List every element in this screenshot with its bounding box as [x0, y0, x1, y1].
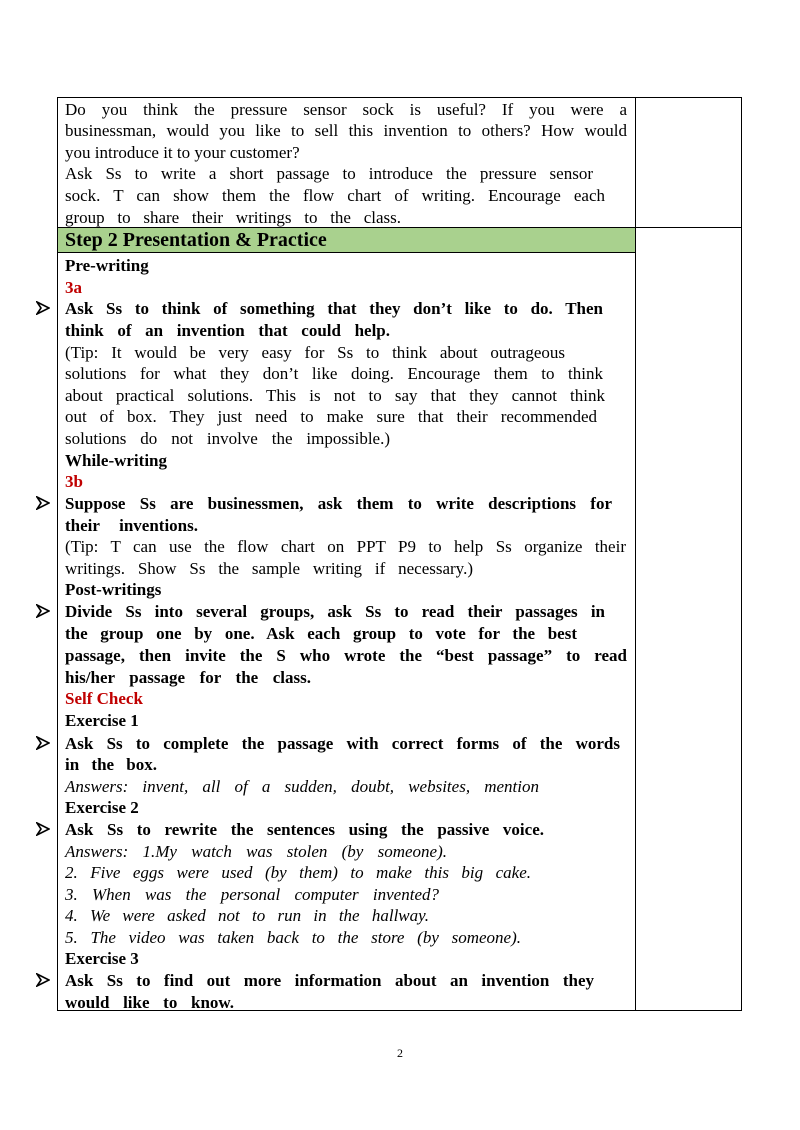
exercise-label: Exercise 3: [65, 949, 139, 968]
answer-line: Answers: 1.My watch was stolen (by someone).: [65, 842, 447, 861]
task-line: in the box.: [65, 755, 157, 774]
arrow-bullet-icon: [36, 301, 50, 315]
tip-line: writings. Show Ss the sample writing if necessary.): [65, 559, 473, 578]
top-cell-line: you introduce it to your customer?: [65, 143, 300, 162]
arrow-bullet-icon: [36, 973, 50, 987]
section-heading: Post-writings: [65, 580, 162, 599]
answer-line: 5. The video was taken back to the store (by someone).: [65, 928, 521, 947]
exercise-label: Exercise 1: [65, 711, 139, 730]
step-header-row: [58, 228, 635, 253]
tip-line: about practical solutions. This is not to say that they cannot think: [65, 386, 605, 405]
tip-line: out of box. They just need to make sure that their recommended: [65, 407, 597, 426]
tip-line: solutions for what they don’t like doing. Encourage them to think: [65, 364, 603, 383]
task-line: Ask Ss to think of something that they don’t like to do. Then: [65, 299, 603, 318]
answer-line: Answers: invent, all of a sudden, doubt, websites, mention: [65, 777, 539, 796]
page-number: 2: [397, 1046, 403, 1060]
section-heading: While-writing: [65, 451, 167, 470]
tip-line: solutions do not involve the impossible.): [65, 429, 390, 448]
task-line: passage, then invite the S who wrote the “best passage” to read: [65, 646, 627, 665]
task-line: the group one by one. Ask each group to vote for the best: [65, 624, 577, 643]
arrow-bullet-icon: [36, 822, 50, 836]
task-line: Divide Ss into several groups, ask Ss to read their passages in: [65, 602, 605, 621]
answer-line: 2. Five eggs were used (by them) to make this big cake.: [65, 863, 531, 882]
task-line: would like to know.: [65, 993, 234, 1012]
top-cell-line: sock. T can show them the flow chart of writing. Encourage each: [65, 186, 605, 205]
exercise-label: Exercise 2: [65, 798, 139, 817]
activity-label: 3a: [65, 278, 82, 297]
top-cell-line: group to share their writings to the class.: [65, 208, 401, 227]
section-heading: Pre-writing: [65, 256, 149, 275]
task-line: Ask Ss to find out more information about an invention they: [65, 971, 594, 990]
task-line: his/her passage for the class.: [65, 668, 311, 687]
task-line: think of an invention that could help.: [65, 321, 390, 340]
tip-line: (Tip: It would be very easy for Ss to think about outrageous: [65, 343, 565, 362]
top-cell-line: businessman, would you like to sell this invention to others? How would: [65, 121, 627, 140]
section-heading: Self Check: [65, 689, 143, 708]
task-line: Suppose Ss are businessmen, ask them to write descriptions for: [65, 494, 612, 513]
arrow-bullet-icon: [36, 604, 50, 618]
top-cell-line: Ask Ss to write a short passage to introduce the pressure sensor: [65, 164, 593, 183]
column-divider: [635, 98, 636, 1010]
task-line: their inventions.: [65, 516, 198, 535]
arrow-bullet-icon: [36, 496, 50, 510]
task-line: Ask Ss to complete the passage with correct forms of the words: [65, 734, 620, 753]
activity-label: 3b: [65, 472, 83, 491]
tip-line: (Tip: T can use the flow chart on PPT P9 to help Ss organize their: [65, 537, 626, 556]
top-cell-line: Do you think the pressure sensor sock is useful? If you were a: [65, 100, 627, 119]
answer-line: 4. We were asked not to run in the hallway.: [65, 906, 429, 925]
answer-line: 3. When was the personal computer invented?: [65, 885, 439, 904]
arrow-bullet-icon: [36, 736, 50, 750]
task-line: Ask Ss to rewrite the sentences using the passive voice.: [65, 820, 544, 839]
step-title: Step 2 Presentation & Practice: [65, 229, 327, 251]
